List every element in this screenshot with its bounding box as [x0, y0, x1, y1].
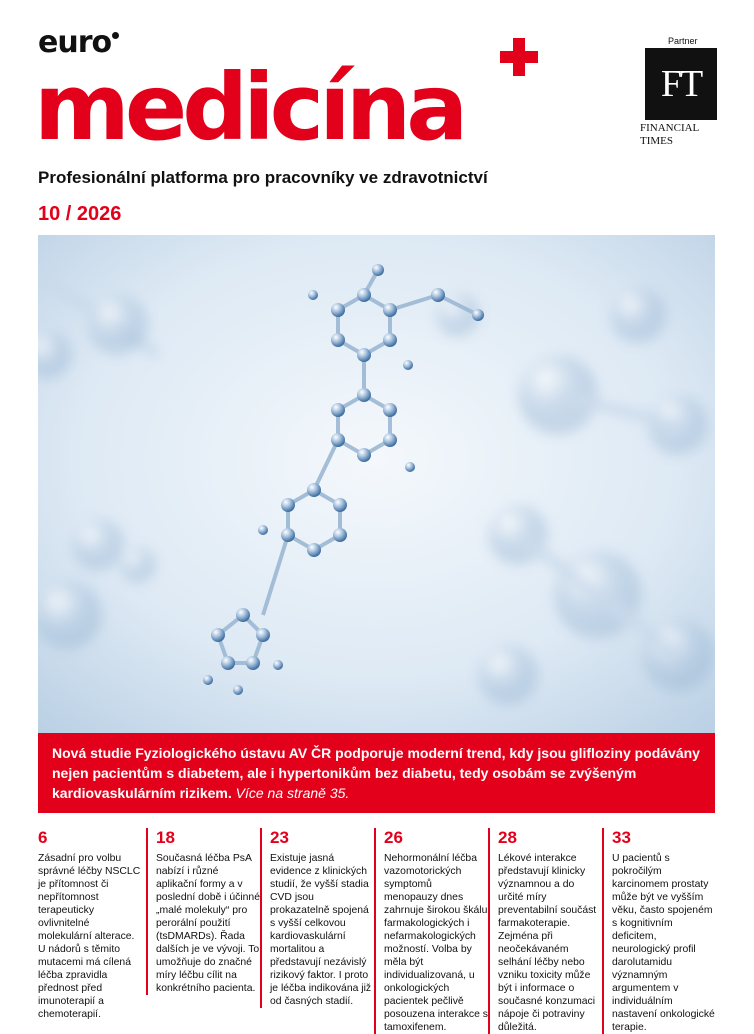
lead-banner[interactable]	[38, 733, 715, 813]
teaser-page: 33	[612, 828, 631, 847]
tagline: Profesionální platforma pro pracovníky ve zdravotnictví	[38, 168, 488, 187]
brand-prefix: euro	[38, 28, 119, 58]
ft-logo: FT	[645, 48, 717, 120]
teaser-text: Lékové interakce představují klinicky významnou a do určité míry preventabilní součást farmakoterapie. Zejména při neočekávaném selhání léčby nebo vzniku toxicity může být i informace o současné konzumaci nápoje či potraviny důležitá.	[498, 853, 597, 1033]
teaser-page: 18	[156, 828, 175, 847]
brand-name: medicína	[34, 54, 464, 161]
teaser-item[interactable]	[374, 828, 488, 1034]
teaser-text: Současná léčba PsA nabízí i různé aplikační formy a v poslední době i účinné „malé molekuly“ pro perorální použití (tsDMARDs). Řada dalších je ve vývoji. To umožňuje do značné míry léčbu cílit na konkrétního pacienta.	[156, 853, 260, 994]
hero-image	[38, 235, 715, 733]
teaser-item[interactable]	[146, 828, 260, 995]
teaser-item[interactable]	[488, 828, 602, 1034]
banner-more-link[interactable]: Více na straně 35.	[235, 785, 350, 801]
teaser-item[interactable]	[602, 828, 716, 1034]
teaser-item[interactable]	[260, 828, 374, 1008]
teaser-page: 23	[270, 828, 289, 847]
banner-text: Nová studie Fyziologického ústavu AV ČR podporuje moderní trend, kdy jsou glifloziny podávány nejen pacientům s diabetem, ale i hypertonikům bez diabetu, tedy osobám se zvýšeným kardiovaskulárním rizikem.	[52, 745, 700, 801]
teaser-text: Zásadní pro volbu správné léčby NSCLC je přítomnost či nepřítomnost terapeuticky ovlivnitelné molekulární alterace. U nádorů s těmito mutacemi má cílená léčba zpravidla přednost před imunoterapií a chemoterapií.	[38, 853, 141, 1020]
plus-icon	[500, 38, 538, 76]
teaser-text: Nehormonální léčba vazomotorických symptomů menopauzy dnes zahrnuje širokou škálu farmakologických i nefarmakologických možností. Volba by měla být individualizovaná, u onkologických pacientek pečlivě posouzena interakce s tamoxifenem.	[384, 853, 488, 1033]
teaser-text: U pacientů s pokročilým karcinomem prostaty může být ve vyšším věku, často spojeném s kognitivním deficitem, neurologický profil darolutamidu významným argumentem v individuálním nastavení onkologické terapie.	[612, 853, 715, 1033]
teaser-page: 6	[38, 828, 48, 847]
molecule-illustration	[38, 235, 715, 733]
teaser-item[interactable]	[38, 828, 142, 1021]
teaser-page: 28	[498, 828, 517, 847]
issue-number: 10 / 2026	[38, 203, 122, 225]
partner-label: Partner	[668, 36, 698, 46]
teaser-page: 26	[384, 828, 403, 847]
brand-dot	[112, 32, 119, 39]
partner-name: FINANCIAL TIMES	[640, 122, 700, 147]
teaser-columns	[38, 828, 718, 1033]
teaser-text: Existuje jasná evidence z klinických studií, že vyšší stadia CVD jsou prokazatelně spojená s vyšší celkovou kardiovaskulární mortalitou a představují nezávislý rizikový faktor. I proto je léčba indikována již od časných stadií.	[270, 853, 372, 1007]
